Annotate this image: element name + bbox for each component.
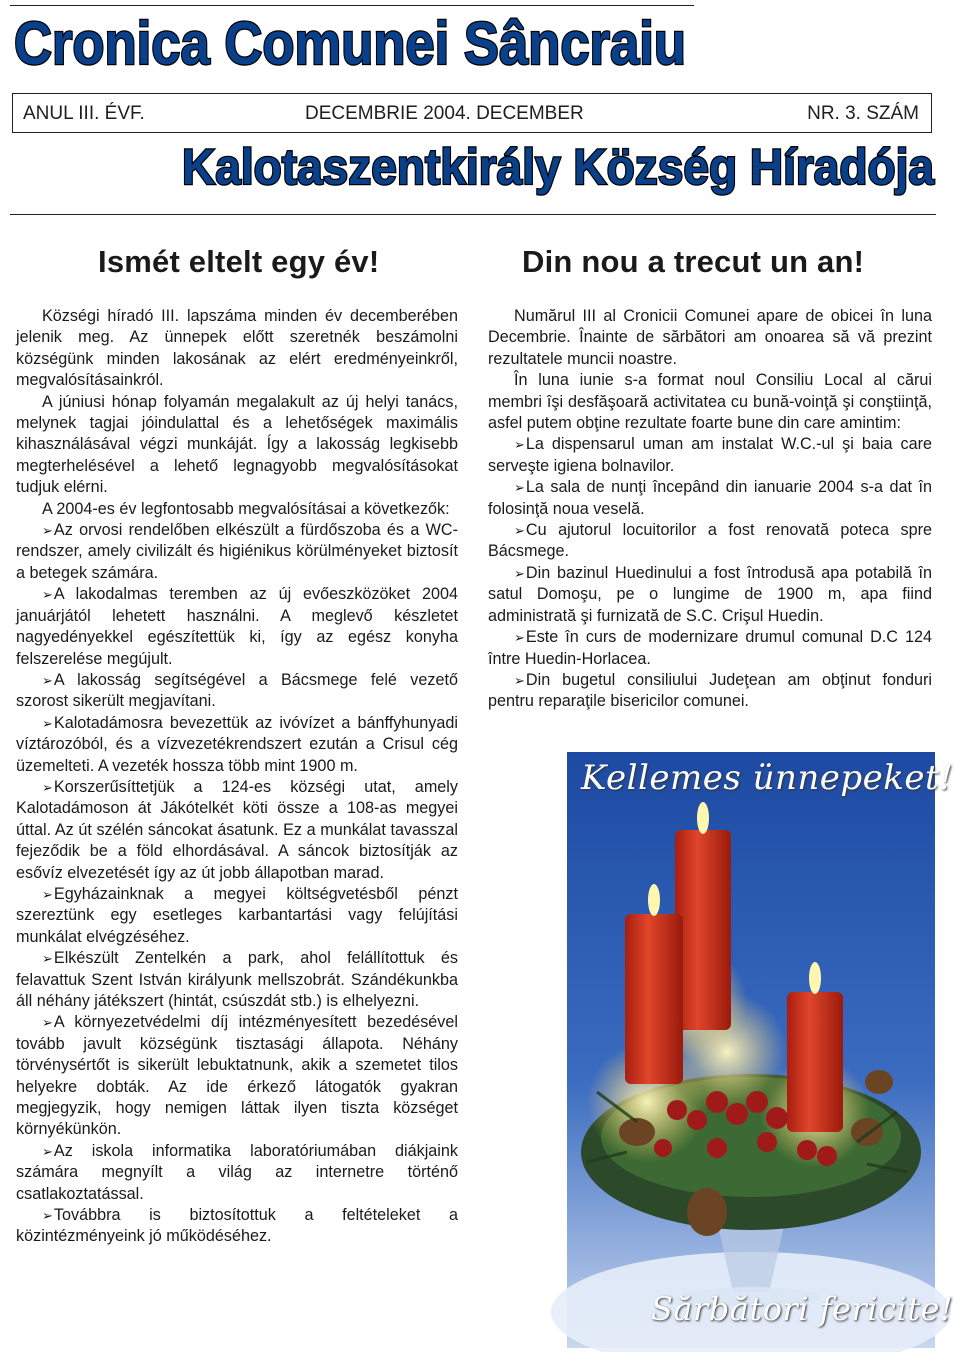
- list-item: ➢ Továbbra is biztosítottuk a feltételeket a közintézményeink jó működéséhez.: [16, 1205, 458, 1248]
- header-rule: [10, 214, 936, 215]
- masthead-title: [10, 8, 692, 78]
- issue-date: DECEMBRIE 2004. DECEMBER: [305, 103, 584, 124]
- subtitle-banner: [178, 134, 938, 198]
- article-romanian: [488, 306, 932, 713]
- headline-hungarian: Ismét eltelt egy év!: [98, 244, 380, 279]
- greeting-hungarian: Kellemes ünnepeket!: [581, 758, 954, 798]
- list-item: ➢ Az iskola informatika laboratóriumában diákjaink számára megnyílt a világ az internetre történő csatlakoztatással.: [16, 1141, 458, 1205]
- paragraph: A júniusi hónap folyamán megalakult az új helyi tanács, melynek tagjai jóindulattal és a lehetőségek maximális kihasználásával végzi munkáját. Így a lakosság legkisebb megterhelésével a lehető legnagyobb megvalósításokat tudjuk elérni.: [16, 392, 458, 497]
- paragraph: Községi híradó III. lapszáma minden év decemberében jelenik meg. Az ünnepek előtt szeretnék beszámolni községünk minden lakosának az elért eredményeinkről, megvalósításainkról.: [16, 307, 458, 390]
- list-item: ➢ Korszerűsíttetjük a 124-es községi utat, amely Kalotadámoson át Jákótelkét köti össze a 108-as megyei úttal. Az út szélén sáncokat ásatunk. Ez a munkálat tavasszal fejeződik be a föld elhordásával. A sáncok biztosítják az esővíz elvezetését így az út jobb állapotban marad.: [16, 777, 458, 884]
- list-item: ➢ La sala de nunţi începând din ianuarie 2004 s-a dat în folosinţă noua veselă.: [488, 477, 932, 520]
- article-hungarian: [16, 306, 458, 1248]
- issue-year: ANUL III. ÉVF.: [23, 103, 145, 124]
- headline-romanian: Din nou a trecut un an!: [522, 244, 865, 279]
- issue-bar: [12, 93, 932, 133]
- list-item: ➢ Este în curs de modernizare drumul comunal D.C 124 între Huedin-Horlacea.: [488, 627, 932, 670]
- list-item: ➢ Kalotadámosra bevezettük az ivóvízet a bánffyhunyadi víztározóból, és a vízvezetékrendszert ezután a Crisul cég üzemelteti. A vezeték hossza több mint 1900 m.: [16, 713, 458, 777]
- list-item: ➢ Din bazinul Huedinului a fost întrodusă apa potabilă în satul Domoşu, pe o lungime de 1900 m, apa fiind administrată şi furnizată de S.C. Crişul Huedin.: [488, 563, 932, 627]
- top-rule: [10, 5, 694, 6]
- list-item: ➢ Cu ajutorul locuitorilor a fost renovată poteca spre Bácsmege.: [488, 520, 932, 563]
- list-item: ➢ A környezetvédelmi díj intézményesített bezedésével tovább javult községünk tisztasági állapota. Néhány törvénysértőt is sikerült lebuktatnunk, akik a szemetet tilos helyekre dobták. Az ide érkező látogatók gyakran megjegyzik, hogy nemigen láttak ilyen tiszta községet környékünkön.: [16, 1012, 458, 1140]
- masthead-text: Cronica Comunei Sâncraiu: [14, 10, 686, 77]
- list-item: ➢ Din bugetul consiliului Judeţean am obţinut fonduri pentru reparaţile bisericilor comunei.: [488, 670, 932, 713]
- list-item: ➢ Elkészült Zentelkén a park, ahol felállítottuk és felavattuk Szent István királyunk mellszobrát. Szándékunkba áll néhány játékszert (hintát, csúszdát stb.) is elhelyezni.: [16, 948, 458, 1012]
- list-item: ➢ A lakosság segítségével a Bácsmege felé vezető szorost sikerült megjavítani.: [16, 670, 458, 713]
- subtitle-text: Kalotaszentkirály Község Híradója: [182, 139, 936, 195]
- christmas-candles-photo: [567, 752, 954, 1348]
- issue-number: NR. 3. SZÁM: [807, 103, 919, 124]
- paragraph: A 2004-es év legfontosabb megvalósításai a következők:: [42, 499, 450, 518]
- list-item: ➢ Az orvosi rendelőben elkészült a fürdőszoba és a WC-rendszer, amely civilizált és higiénikus körülményeket biztosít a betegek számára.: [16, 520, 458, 584]
- list-item: ➢ A lakodalmas teremben az új evőeszközöket 2004 januárjától lehetett használni. A meglevő készletet nagyedényekkel egészítettük ki, így az egész konyha felszerelése megújult.: [16, 584, 458, 670]
- list-item: ➢ La dispensarul uman am instalat W.C.-ul şi baia care serveşte igiena bolnavilor.: [488, 434, 932, 477]
- list-item: ➢ Egyházainknak a megyei költségvetésből pénzt szereztünk egy esetleges karbantartási vagy felújítási munkálat elvégzéséhez.: [16, 884, 458, 948]
- greeting-romanian: Sărbători fericite!: [651, 1290, 954, 1328]
- paragraph: Numărul III al Cronicii Comunei apare de obicei în luna Decembrie. Înainte de sărbători am onoarea să vă prezint rezultatele muncii noastre.: [488, 307, 932, 368]
- paragraph: În luna iunie s-a format noul Consiliu Local al cărui membri îşi desfăşoară activitatea cu bună-voinţă şi conştiinţă, asfel putem obţine rezultate foarte bune din care amintim:: [488, 371, 932, 433]
